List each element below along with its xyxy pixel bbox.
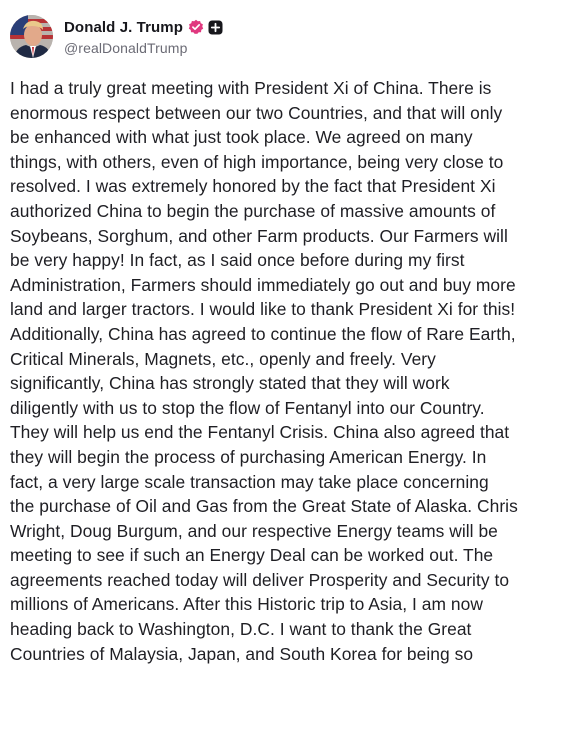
post-body-line: significantly, China has strongly stated that they will work xyxy=(10,373,450,394)
post-body-line: land and larger tractors. I would like to thank President Xi for this! xyxy=(10,299,516,320)
avatar-image xyxy=(10,15,53,58)
post-body-line: diligently with us to stop the flow of Fentanyl into our Country. xyxy=(10,397,485,418)
post-body-line: resolved. I was extremely honored by the fact that President Xi xyxy=(10,176,496,197)
post-body-line: agreements reached today will deliver Prosperity and Security to xyxy=(10,569,510,590)
post-header xyxy=(10,13,223,59)
post-body-line: Critical Minerals, Magnets, etc., openly and freely. Very xyxy=(10,348,436,369)
post-body-line: millions of Americans. After this Historic trip to Asia, I am now xyxy=(10,594,483,615)
post-body-line: Wright, Doug Burgum, and our respective Energy teams will be xyxy=(10,520,498,541)
post-body-line: Additionally, China has agreed to continue the flow of Rare Earth, xyxy=(10,323,516,344)
post-body-line: authorized China to begin the purchase of massive amounts of xyxy=(10,200,496,221)
post-body-line: Administration, Farmers should immediately go out and buy more xyxy=(10,274,516,295)
post-body-line: enormous respect between our two Countries, and that will only xyxy=(10,102,503,123)
avatar[interactable] xyxy=(10,15,53,58)
plus-badge-icon xyxy=(208,20,223,35)
post-body-line: They will help us end the Fentanyl Crisis. China also agreed that xyxy=(10,422,510,443)
post-body-line: heading back to Washington, D.C. I want to thank the Great xyxy=(10,619,472,640)
post-body-line: Countries of Malaysia, Japan, and South Korea for being so xyxy=(10,643,474,664)
author-handle[interactable]: @realDonaldTrump xyxy=(64,40,188,56)
author-identity xyxy=(64,16,223,56)
post-body-text xyxy=(10,76,566,666)
post-body-line: fact, a very large scale transaction may take place concerning xyxy=(10,471,489,492)
verified-badge-icon xyxy=(188,19,204,35)
name-row xyxy=(64,16,223,38)
post-body-line: I had a truly great meeting with President Xi of China. There is xyxy=(10,78,492,98)
post-body-line: be enhanced with what just took place. We agreed on many xyxy=(10,127,473,148)
post-body-line: Soybeans, Sorghum, and other Farm products. Our Farmers will xyxy=(10,225,508,246)
post-body-line: they will begin the process of purchasing American Energy. In xyxy=(10,446,487,467)
author-display-name[interactable]: Donald J. Trump xyxy=(64,18,184,36)
post-body-line: things, with others, even of high importance, being very close to xyxy=(10,151,504,172)
post-body-line: meeting to see if such an Energy Deal can be worked out. The xyxy=(10,545,494,566)
post-body-line: the purchase of Oil and Gas from the Great State of Alaska. Chris xyxy=(10,496,518,517)
post-body-line: be very happy! In fact, as I said once before during my first xyxy=(10,250,465,271)
